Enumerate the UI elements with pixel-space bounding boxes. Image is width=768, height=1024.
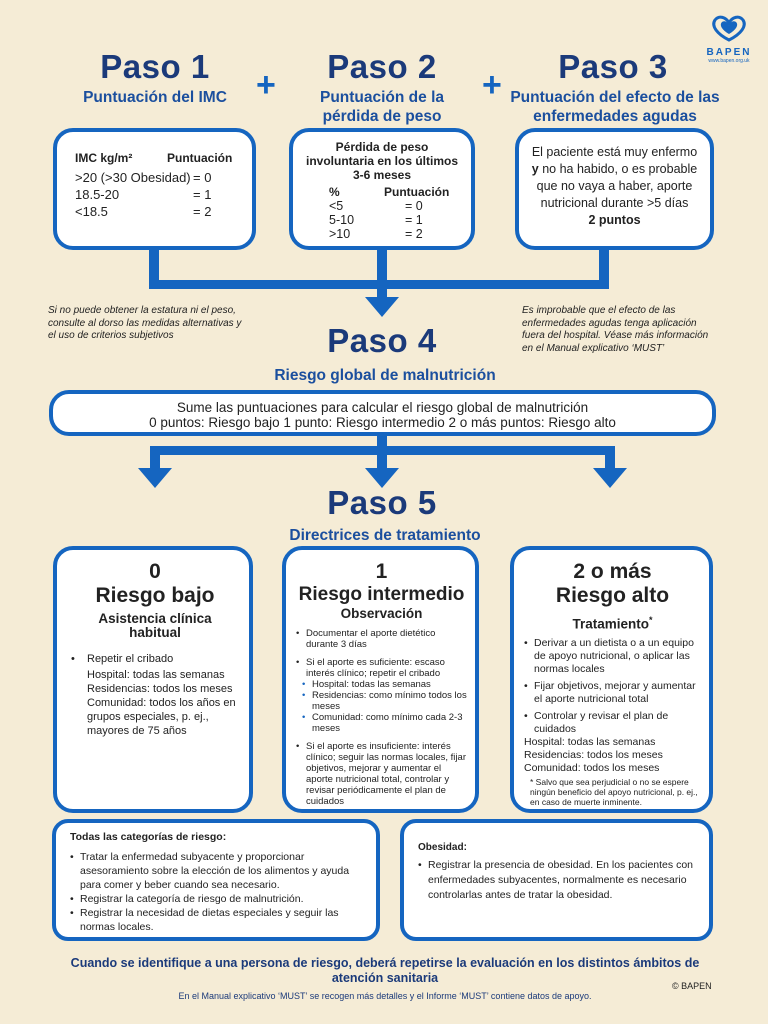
connector [377, 450, 387, 470]
acute-disease-points: 2 puntos [588, 213, 641, 227]
bmi-row: >20 (>30 Obesidad) = 0 [75, 170, 212, 185]
arrow-down-icon [138, 468, 172, 488]
medium-risk-title: Riesgo intermedio [298, 584, 465, 605]
medium-risk-sub-bullet: • Comunidad: como mínimo cada 2-3 meses [296, 712, 467, 734]
all-categories-title: Todas las categorías de riesgo: [70, 831, 227, 843]
acute-disease-text-bold: y [531, 162, 539, 176]
all-categories-bullet: • Tratar la enfermedad subyacente y proporcionar asesoramiento sobre la elección de los alimentos y ayuda para comer y beber cuando sea necesario. [70, 850, 366, 892]
low-risk-subtitle: Asistencia clínica habitual [98, 611, 212, 640]
step1-bmi-box [53, 128, 256, 250]
step4-title: Paso 4 [327, 322, 437, 359]
bmi-row: <18.5 = 2 [75, 204, 212, 219]
acute-disease-text-b: no ha habido, o es probable que no vaya a haber, aporte nutricional durante >5 días [536, 162, 698, 210]
step3-subtitle: Puntuación del efecto de las enfermedades agudas [510, 89, 720, 125]
connector [377, 250, 387, 282]
step3-acute-disease-box [515, 128, 714, 250]
medium-risk-sub-bullet: • Residencias: como mínimo todos los meses [296, 690, 467, 712]
bmi-score-header: Puntuación [167, 151, 233, 165]
high-risk-bullet: • Fijar objetivos, mejorar y aumentar el aporte nutricional total [524, 680, 701, 706]
all-categories-bullet: • Registrar la necesidad de dietas especiales y seguir las normas locales. [70, 906, 366, 934]
footer-copyright: © BAPEN [672, 981, 712, 991]
weight-loss-score-header: Puntuación [384, 185, 450, 199]
bmi-header: IMC kg/m² [75, 151, 133, 165]
medium-risk-sub-bullet: • Hospital: todas las semanas [296, 679, 467, 690]
weight-loss-heading: Pérdida de peso involuntaria en los últimos 3-6 meses [305, 140, 459, 182]
low-risk-line: Residencias: todos los meses [87, 683, 233, 695]
step4-subtitle: Riesgo global de malnutrición [274, 367, 496, 384]
footer-small: En el Manual explicativo ‘MUST’ se recogen más detalles y el Informe ‘MUST’ contiene datos de apoyo. [178, 991, 592, 1001]
acute-disease-text-a: El paciente está muy enfermo [531, 145, 698, 159]
low-risk-title: Riesgo bajo [95, 584, 215, 607]
step5-title: Paso 5 [327, 484, 437, 521]
high-risk-footnote: * Salvo que sea perjudicial o no se espere ningún beneficio del apoyo nutricional, p. ej., en caso de muerte inminente. [530, 776, 698, 807]
high-risk-bullet: • Derivar a un dietista o a un equipo de apoyo nutricional, o aplicar las normas locales [524, 637, 701, 676]
arrow-down-icon [365, 297, 399, 317]
connector [149, 250, 159, 282]
step2-title: Paso 2 [327, 48, 437, 85]
overall-risk-line1: Sume las puntuaciones para calcular el riesgo global de malnutrición [176, 400, 589, 415]
step1-note: Si no puede obtener la estatura ni el peso, consulte al dorso las medidas alternativas y el uso de criterios subjetivos [48, 305, 242, 341]
medium-risk-bullet: • Si el aporte es suficiente: escaso interés clínico; repetir el cribado [296, 657, 467, 679]
step3-title: Paso 3 [558, 48, 668, 85]
footer-main: Cuando se identifique a una persona de riesgo, deberá repetirse la evaluación en los distintos ámbitos de atención sanitaria [70, 956, 700, 985]
high-risk-subtitle: Tratamiento [572, 616, 649, 632]
step2-subtitle: Puntuación de la pérdida de peso [319, 89, 444, 125]
plus-sign-1: + [256, 66, 276, 104]
connector [605, 450, 615, 470]
low-risk-line: Comunidad: todos los años en grupos especiales, p. ej., mayores de 75 años [87, 697, 236, 737]
overall-risk-line2: 0 puntos: Riesgo bajo 1 punto: Riesgo intermedio 2 o más puntos: Riesgo alto [149, 415, 616, 430]
obesity-box [400, 819, 713, 941]
obesity-text: • Registrar la presencia de obesidad. En los pacientes con enfermedades subyacentes, normalmente es necesario controlarlas antes de tratar la obesidad. [418, 858, 697, 903]
connector [150, 450, 160, 470]
step2-weight-loss-box [289, 128, 475, 250]
high-risk-line: Comunidad: todos los meses [524, 761, 660, 774]
high-risk-line: Hospital: todas las semanas [524, 735, 656, 748]
weight-loss-percent-header: % [329, 185, 340, 199]
medium-risk-subtitle: Observación [340, 606, 423, 621]
low-risk-line: Hospital: todas las semanas [87, 669, 225, 681]
low-risk-box [53, 546, 253, 813]
step1-subtitle: Puntuación del IMC [83, 89, 227, 106]
high-risk-box [510, 546, 713, 813]
low-risk-score: 0 [149, 560, 161, 583]
medium-risk-bullet: • Documentar el aporte dietético durante 3 días [296, 628, 467, 650]
all-categories-box [52, 819, 380, 941]
high-risk-score: 2 o más [573, 560, 652, 583]
connector [599, 250, 609, 282]
medium-risk-score: 1 [375, 560, 388, 583]
all-categories-bullet: • Registrar la categoría de riesgo de malnutrición. [70, 892, 366, 906]
medium-risk-bullet: • Si el aporte es insuficiente: interés clínico; seguir las normas locales, fijar objetivos, mejorar y aumentar el aporte nutricional total, controlar y revisar periódicamente el plan de cuidados [296, 741, 467, 807]
high-risk-bullet: • Controlar y revisar el plan de cuidados [524, 710, 701, 736]
plus-sign-2: + [482, 66, 502, 104]
step3-note: Es improbable que el efecto de las enfermedades agudas tenga aplicación fuera del hospital. Véase más información en el Manual explicativo ‘MUST’ [522, 305, 709, 354]
weight-loss-row: >10 = 2 [329, 227, 423, 241]
bapen-logo-text: BAPEN [706, 47, 752, 58]
high-risk-title: Riesgo alto [555, 584, 670, 607]
weight-loss-row: <5 = 0 [329, 199, 423, 213]
bmi-row: 18.5-20 = 1 [75, 187, 212, 202]
high-risk-line: Residencias: todos los meses [524, 748, 663, 761]
weight-loss-row: 5-10 = 1 [329, 213, 423, 227]
step4-overall-risk-box [49, 390, 716, 436]
medium-risk-box [282, 546, 479, 813]
step5-subtitle: Directrices de tratamiento [289, 527, 481, 544]
obesity-title: Obesidad: [418, 842, 467, 853]
arrow-down-icon [593, 468, 627, 488]
high-risk-asterisk: * [649, 615, 653, 625]
low-risk-bullet: • Repetir el cribado [71, 652, 239, 666]
bapen-logo-icon [709, 14, 749, 42]
step1-title: Paso 1 [100, 48, 210, 85]
bapen-url: www.bapen.org.uk [708, 58, 750, 64]
